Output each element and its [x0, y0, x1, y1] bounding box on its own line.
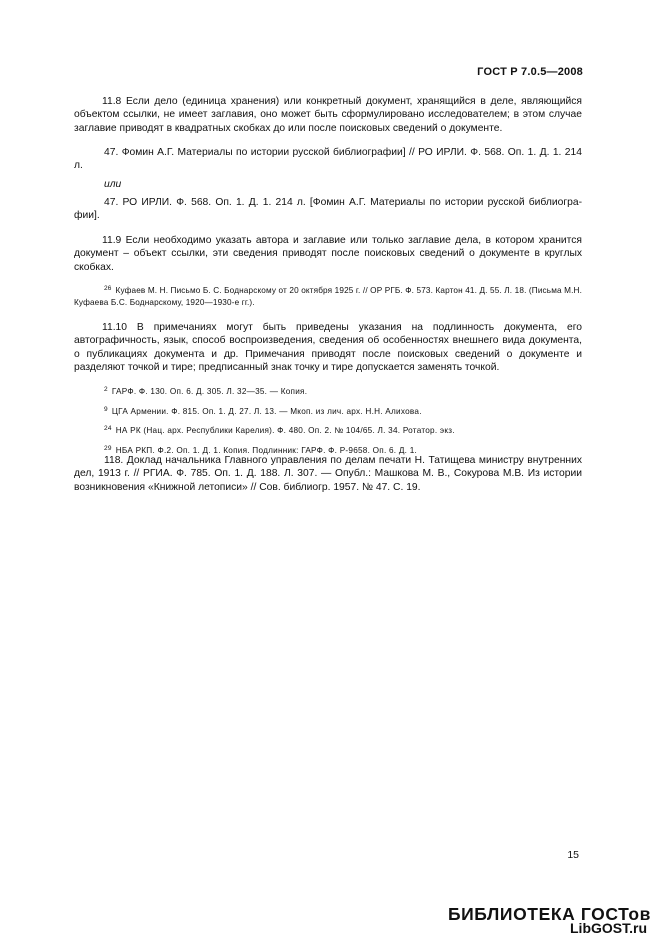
note-item — [74, 384, 582, 398]
example-47-b — [74, 196, 582, 223]
note-26-body: Куфаев М. Н. Письмо Б. С. Боднарскому от 20 октября 1925 г. // ОР РГБ. Ф. 573. Картон 41. Д. 55. Л. 18. (Письма М.Н. Куфаева Б.С. Боднарскому, 1920—1930-е гг.). — [74, 286, 583, 307]
paragraph-11-10 — [74, 321, 582, 375]
example-47-b-text: 47. РО ИРЛИ. Ф. 568. Оп. 1. Д. 1. 214 л. [Фомин А.Г. Материалы по истории русской библиогра-фии]. — [74, 197, 582, 222]
note-number: 29 — [104, 444, 112, 452]
or-separator — [74, 178, 582, 191]
example-47-a — [74, 146, 582, 173]
note-26-text — [74, 283, 582, 309]
document-code-header: ГОСТ Р 7.0.5—2008 — [477, 66, 583, 78]
note-text: НА РК (Нац. арх. Республики Карелия). Ф. 480. Оп. 2. № 104/65. Л. 34. Ротатор. экз. — [115, 426, 455, 435]
note-number: 24 — [104, 425, 112, 432]
note-list — [74, 384, 582, 457]
note-number: 2 — [104, 386, 108, 393]
paragraph-11-10-text: 11.10 В примечаниях могут быть приведены указания на подлинность документа, его автографичность, язык, способ воспроизведения, сведения об особенностях внешнего вида документа, о публикациях документа и др. Примечания приводят после поисковых сведений о документе и разделяют точкой и тире; предписанный знак точку и тире допускается заменять точкой. — [74, 322, 582, 374]
note-text: ЦГА Армении. Ф. 815. Оп. 1. Д. 27. Л. 13. — Мкоп. из лич. арх. Н.Н. Алихова. — [111, 406, 422, 416]
paragraph-11-8 — [74, 95, 582, 135]
example-118-text: 118. Доклад начальника Главного управления по делам печати Н. Татищева министру внутренних дел, 1913 г. // РГИА. Ф. 785. Оп. 1. Д. 188. Л. 307. — Опубл.: Машкова М. В., Сокурова М.В. Из истории возникновения «Книжной летописи» // Сов. библиогр. 1957. № 47. С. 19. — [74, 455, 582, 493]
note-26-number: 26 — [104, 285, 112, 292]
example-118 — [74, 454, 582, 494]
paragraph-11-8-text: 11.8 Если дело (единица хранения) или конкретный документ, хранящийся в деле, являющийся объектом ссылки, не имеет заглавия, оно может быть сформулировано исследователем; в этом случае заглавие приводят в квадратных скобках до или после поисковых сведений о документе. — [74, 96, 582, 134]
watermark-site-link[interactable]: LibGOST.ru — [570, 920, 647, 936]
paragraph-11-9-text: 11.9 Если необходимо указать автора и заглавие или только заглавие дела, в котором хранится документ – объект ссылки, эти сведения приводят после поисковых сведений о документе в круглых скобках. — [74, 235, 582, 273]
watermark-library-title: БИБЛИОТЕКА ГОСТов — [447, 904, 651, 924]
paragraph-11-9 — [74, 234, 582, 274]
note-item — [74, 423, 582, 437]
note-item — [74, 404, 582, 418]
note-number: 9 — [104, 405, 108, 413]
note-text: НБА РКП. Ф.2. Оп. 1. Д. 1. Копия. Подлинник: ГАРФ. Ф. Р-9658. Оп. 6. Д. 1. — [115, 445, 418, 455]
example-47-a-text: 47. Фомин А.Г. Материалы по истории русской библиографии] // РО ИРЛИ. Ф. 568. Оп. 1. Д. 1. 214 л. — [74, 147, 582, 172]
or-word: или — [104, 179, 122, 190]
note-26 — [74, 283, 582, 309]
page-number: 15 — [567, 849, 579, 861]
note-text: ГАРФ. Ф. 130. Оп. 6. Д. 305. Л. 32—35. — Копия. — [111, 387, 308, 396]
